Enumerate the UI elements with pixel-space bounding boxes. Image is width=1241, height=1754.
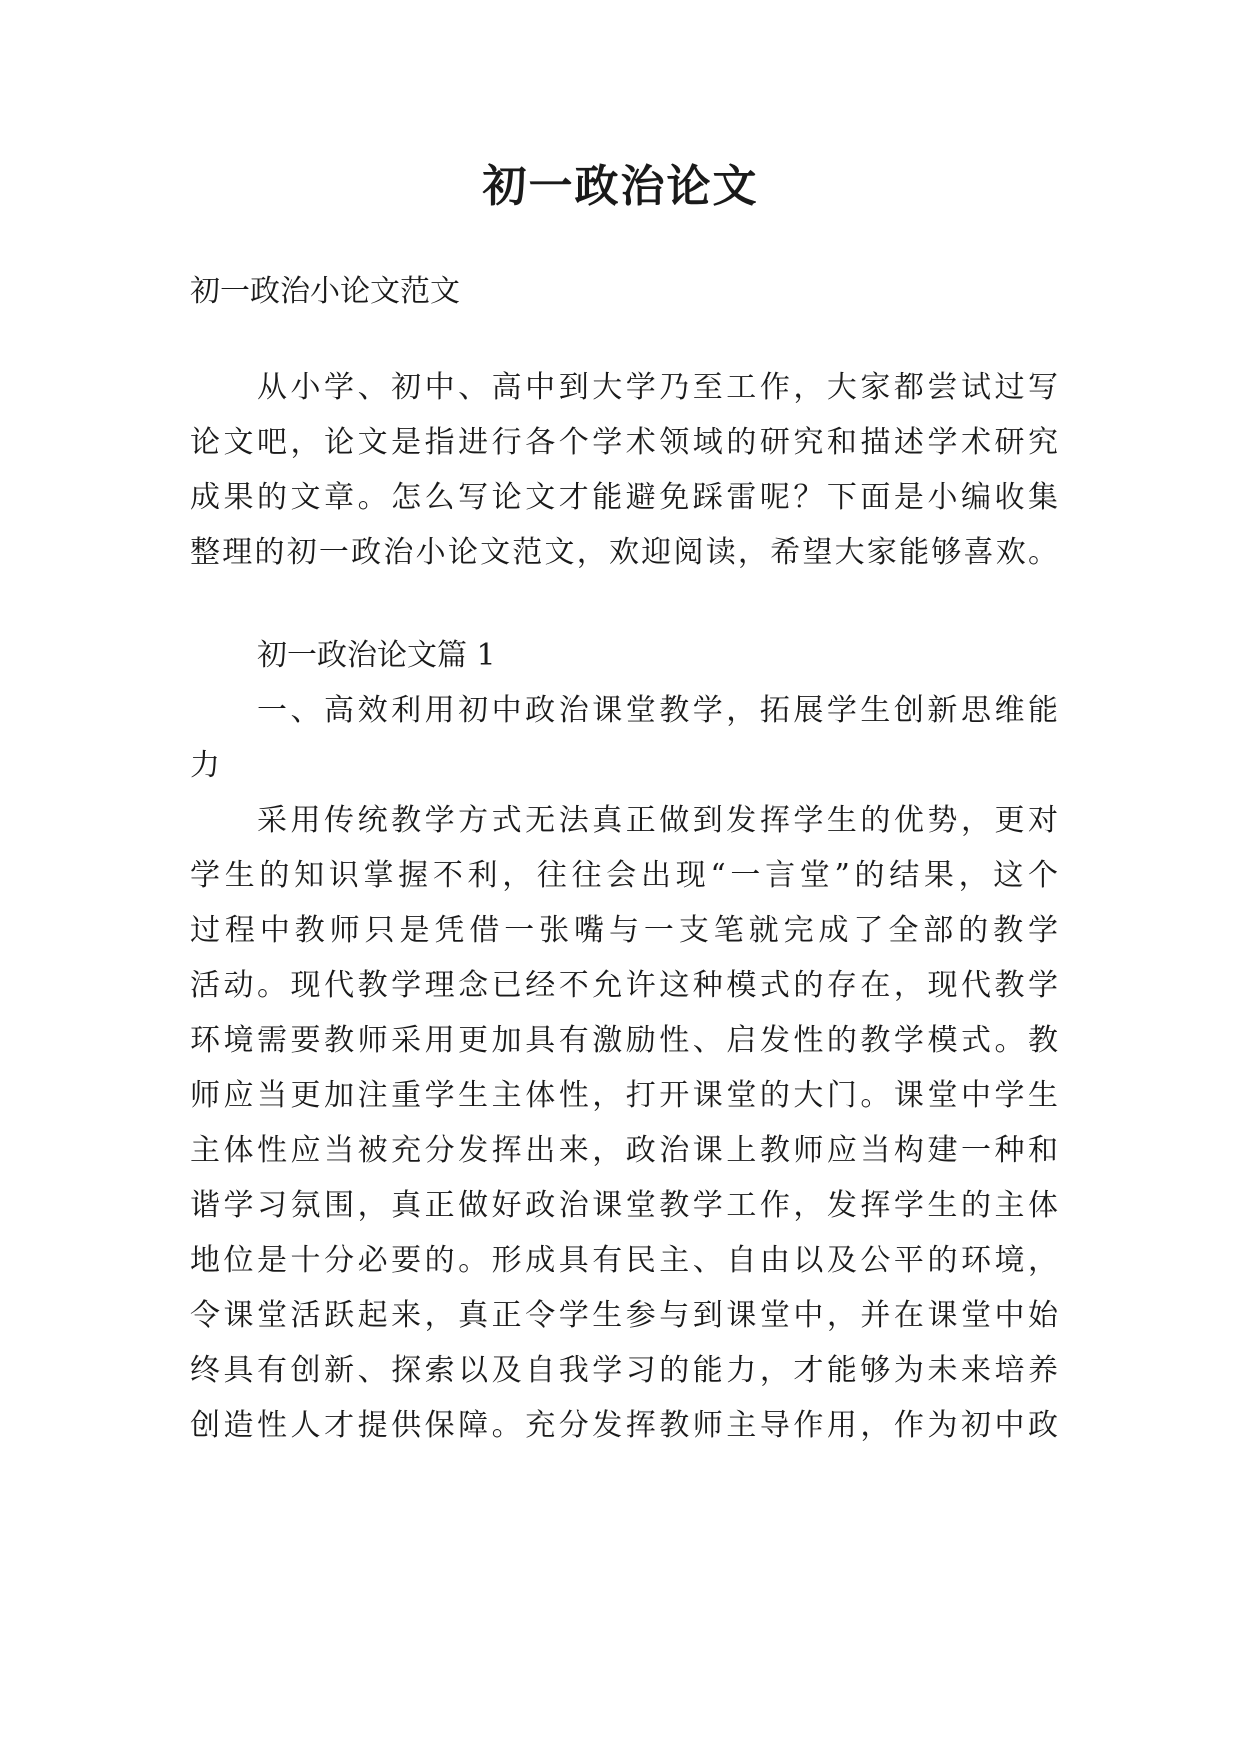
- body-line: 令课堂活跃起来，真正令学生参与到课堂中，并在课堂中始: [190, 1298, 1058, 1333]
- intro-line: 从小学、初中、高中到大学乃至工作，大家都尝试过写: [257, 370, 1058, 405]
- intro-line: 成果的文章。怎么写论文才能避免踩雷呢？下面是小编收集: [190, 480, 1058, 515]
- body-line: 活动。现代教学理念已经不允许这种模式的存在，现代教学: [190, 968, 1058, 1003]
- body-line: 终具有创新、探索以及自我学习的能力，才能够为未来培养: [190, 1353, 1058, 1388]
- body-line: 环境需要教师采用更加具有激励性、启发性的教学模式。教: [190, 1023, 1058, 1058]
- point-heading-line: 一、高效利用初中政治课堂教学，拓展学生创新思维能: [257, 693, 1058, 728]
- body-line: 过程中教师只是凭借一张嘴与一支笔就完成了全部的教学: [190, 913, 1058, 948]
- intro-line: 论文吧，论文是指进行各个学术领域的研究和描述学术研究: [190, 425, 1058, 460]
- intro-line: 整理的初一政治小论文范文，欢迎阅读，希望大家能够喜欢。: [190, 535, 1058, 570]
- body-line: 师应当更加注重学生主体性，打开课堂的大门。课堂中学生: [190, 1078, 1058, 1113]
- body-line: 谐学习氛围，真正做好政治课堂教学工作，发挥学生的主体: [190, 1188, 1058, 1223]
- body-line: 采用传统教学方式无法真正做到发挥学生的优势，更对: [257, 803, 1058, 838]
- document-title: 初一政治论文: [482, 161, 759, 212]
- section-heading: 初一政治论文篇 1: [257, 638, 496, 673]
- body-line: 学生的知识掌握不利，往往会出现“一言堂”的结果，这个: [190, 858, 1058, 893]
- body-line: 创造性人才提供保障。充分发挥教师主导作用，作为初中政: [190, 1408, 1058, 1443]
- body-line: 主体性应当被充分发挥出来，政治课上教师应当构建一种和: [190, 1133, 1058, 1168]
- document-subtitle: 初一政治小论文范文: [190, 274, 460, 309]
- body-line: 地位是十分必要的。形成具有民主、自由以及公平的环境，: [190, 1243, 1058, 1278]
- point-heading-line: 力: [190, 748, 220, 783]
